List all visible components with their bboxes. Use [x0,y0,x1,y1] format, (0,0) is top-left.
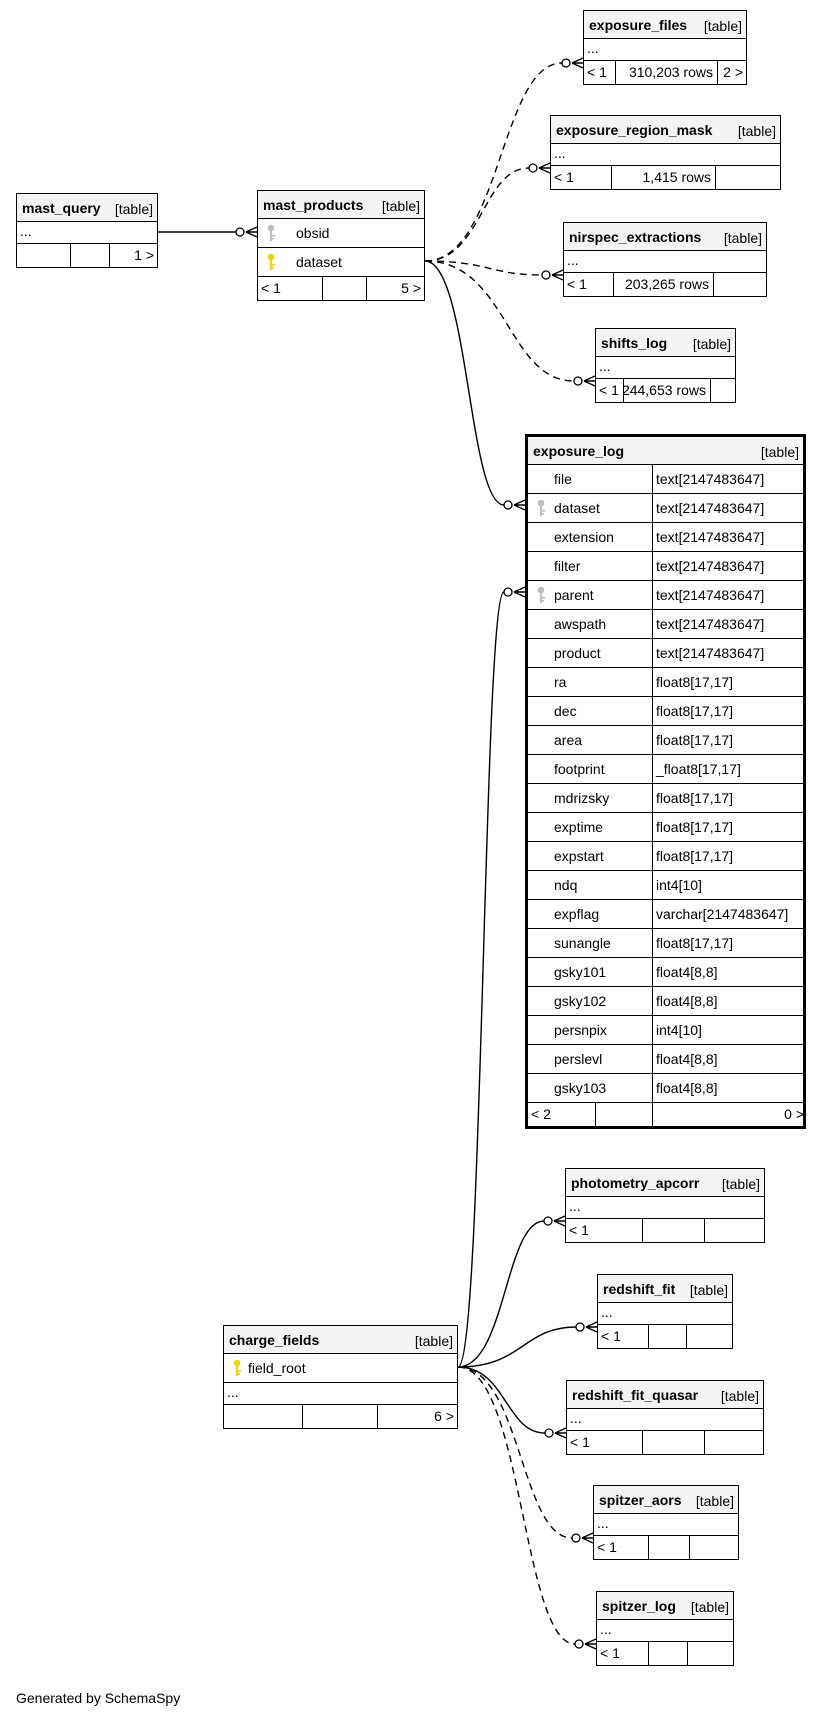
table-mast-products[interactable] [257,190,425,301]
footer-cell-parents-count [528,1103,595,1126]
table-type: [table] [689,1282,728,1298]
footer-cell-children-count [652,1103,809,1126]
table-name[interactable]: exposure_files [589,17,688,33]
column-row-dataset[interactable] [258,248,424,277]
crowsfoot-marker-exposure-region-mask [529,163,550,173]
table-exposure-files[interactable] [583,10,747,85]
column-name: field_root [248,1360,306,1376]
column-divider [652,1016,653,1044]
children-count-text[interactable]: 1 > [134,247,154,263]
column-name: ndq [554,877,578,893]
table-name[interactable]: redshift_fit [603,1281,676,1297]
footer-cell-parents-count [258,277,322,300]
column-type: float4[8,8] [656,993,718,1009]
column-row-dec[interactable] [528,697,803,726]
column-name: extension [554,529,614,545]
relationship-line-mast-products-to-exposure-log [425,261,504,505]
relationship-line-mast-products-to-shifts-log [425,261,574,381]
table-redshift-fit[interactable] [597,1274,733,1349]
footer-cell-row-count [302,1405,377,1428]
column-divider [652,755,653,783]
column-row-field_root[interactable] [224,1354,457,1383]
ellipsis-text: ... [597,1515,609,1531]
table-header[interactable] [551,116,780,144]
column-name: footprint [554,761,605,777]
column-type: float4[8,8] [656,1080,718,1096]
more-columns-ellipsis[interactable] [551,144,780,166]
footer-cell-parents-count [551,166,611,189]
column-divider [652,900,653,928]
column-name: area [554,732,583,748]
column-type: text[2147483647] [656,471,765,487]
table-name[interactable]: exposure_region_mask [556,122,713,138]
table-charge-fields[interactable] [223,1325,458,1429]
column-name: ra [554,674,567,690]
column-row-area[interactable] [528,726,803,755]
column-name: expstart [554,848,604,864]
table-header[interactable] [564,223,766,251]
footer-cell-parents-count [17,244,70,267]
table-name[interactable]: spitzer_log [602,1598,676,1614]
parents-count-text[interactable]: < 1 [569,1222,589,1238]
crowsfoot-marker-mast-products [236,227,257,237]
parents-count-text[interactable]: < 1 [599,382,619,398]
footer-cell-children-count [704,1219,766,1242]
table-footer [528,1103,803,1126]
crowsfoot-marker-exposure-files [562,58,583,68]
more-columns-ellipsis[interactable] [584,39,746,61]
column-type: float8[17,17] [656,732,734,748]
column-row-exptime[interactable] [528,813,803,842]
column-name: gsky102 [554,993,607,1009]
footer-cell-parents-count [567,1431,642,1454]
footer-cell-children-count [717,61,748,84]
table-photometry-apcorr[interactable] [565,1168,765,1243]
footer-cell-row-count [648,1642,687,1665]
column-name: perslevl [554,1051,603,1067]
column-divider [652,668,653,696]
column-type: varchar[2147483647] [656,906,789,922]
table-name[interactable]: spitzer_aors [599,1492,682,1508]
children-count-text[interactable]: 6 > [434,1408,454,1424]
more-columns-ellipsis[interactable] [566,1197,764,1219]
crowsfoot-marker-redshift-fit [576,1322,597,1332]
column-name: dataset [554,500,600,516]
column-type: text[2147483647] [656,645,765,661]
column-type: int4[10] [656,1022,702,1038]
column-divider [652,610,653,638]
column-divider [652,929,653,957]
footer-cell-parents-count [598,1325,648,1348]
footer-cell-children-count [713,273,768,296]
column-type: text[2147483647] [656,500,765,516]
table-type: [table] [381,198,420,214]
primary-key-icon [266,253,276,274]
column-type: text[2147483647] [656,587,765,603]
column-type: float8[17,17] [656,848,734,864]
table-footer [551,166,780,189]
table-footer [564,273,766,296]
generated-by-note: Generated by SchemaSpy [16,1690,181,1706]
column-row-perslevl[interactable] [528,1045,803,1074]
table-footer [596,379,735,402]
relationship-line-charge-fields-to-redshift-fit [458,1327,576,1367]
footer-cell-parents-count [224,1405,302,1428]
more-columns-ellipsis[interactable] [17,222,157,244]
table-type: [table] [721,1176,760,1192]
column-divider [652,987,653,1015]
column-divider [652,581,653,609]
crowsfoot-marker-shifts-log [574,376,595,386]
column-row-gsky103[interactable] [528,1074,803,1103]
parents-count-text[interactable]: < 2 [531,1106,551,1122]
footer-cell-children-count [109,244,159,267]
foreign-key-icon [536,499,546,520]
footer-cell-row-count [595,1103,652,1126]
column-row-ndq[interactable] [528,871,803,900]
column-row-product[interactable] [528,639,803,668]
table-type: [table] [723,230,762,246]
table-header[interactable] [258,191,424,219]
table-header[interactable] [566,1169,764,1197]
footer-cell-children-count [366,277,426,300]
footer-cell-parents-count [596,379,623,402]
footer-cell-children-count [710,379,737,402]
column-row-obsid[interactable] [258,219,424,248]
footer-cell-row-count [611,166,715,189]
column-divider [652,494,653,522]
table-name[interactable]: mast_products [263,197,364,213]
column-divider [652,639,653,667]
table-header[interactable] [567,1381,763,1409]
table-type: [table] [760,444,799,460]
table-footer [598,1325,732,1348]
column-name: gsky103 [554,1080,607,1096]
column-divider [652,465,653,493]
crowsfoot-marker-spitzer-aors [572,1533,593,1543]
ellipsis-text: ... [587,40,599,56]
footer-cell-children-count [687,1642,735,1665]
column-type: text[2147483647] [656,616,765,632]
ellipsis-text: ... [227,1384,239,1400]
table-mast-query[interactable] [16,193,158,268]
table-footer [258,277,424,300]
table-name[interactable]: exposure_log [533,443,625,459]
column-row-expflag[interactable] [528,900,803,929]
ellipsis-text: ... [600,1621,612,1637]
table-type: [table] [414,1333,453,1349]
column-type: float8[17,17] [656,703,734,719]
table-header[interactable] [594,1486,738,1514]
table-type: [table] [720,1388,759,1404]
row-count-text: 310,203 rows [628,64,713,80]
children-count-text[interactable]: 5 > [401,280,421,296]
footer-cell-row-count [648,1536,689,1559]
footer-cell-children-count [715,166,782,189]
column-divider [652,726,653,754]
column-row-expstart[interactable] [528,842,803,871]
column-divider [652,697,653,725]
parents-count-text[interactable]: < 1 [570,1434,590,1450]
column-divider [652,552,653,580]
column-type: float8[17,17] [656,674,734,690]
column-row-ra[interactable] [528,668,803,697]
children-count-text[interactable]: 2 > [723,64,743,80]
table-header[interactable] [598,1275,732,1303]
table-type: [table] [692,336,731,352]
crowsfoot-marker-redshift-fit-quasar [545,1428,566,1438]
footer-cell-children-count [689,1536,740,1559]
crowsfoot-marker-spitzer-log [575,1639,596,1649]
column-name: awspath [554,616,607,632]
ellipsis-text: ... [599,358,611,374]
row-count-text: 203,265 rows [624,276,709,292]
foreign-key-icon [266,224,276,245]
column-name: mdrizsky [554,790,610,806]
parents-count-text[interactable]: < 1 [601,1328,621,1344]
more-columns-ellipsis[interactable] [564,251,766,273]
column-divider [652,958,653,986]
table-name[interactable]: charge_fields [229,1332,320,1348]
column-divider [652,842,653,870]
footer-cell-parents-count [564,273,613,296]
table-header[interactable] [17,194,157,222]
table-spitzer-log[interactable] [596,1591,734,1666]
more-columns-ellipsis[interactable] [598,1303,732,1325]
table-footer [594,1536,738,1559]
more-columns-ellipsis[interactable] [594,1514,738,1536]
footer-cell-row-count [613,273,713,296]
column-type: text[2147483647] [656,529,765,545]
parents-count-text[interactable]: < 1 [567,276,587,292]
footer-cell-row-count [642,1219,704,1242]
footer-cell-parents-count [584,61,615,84]
column-name: file [554,471,572,487]
ellipsis-text: ... [569,1198,581,1214]
more-columns-ellipsis[interactable] [224,1383,457,1405]
relationship-line-charge-fields-to-exposure-log [458,592,504,1367]
table-footer [597,1642,733,1665]
table-footer [17,244,157,267]
table-name[interactable]: redshift_fit_quasar [572,1387,699,1403]
table-name[interactable]: photometry_apcorr [571,1175,700,1191]
footer-cell-parents-count [566,1219,642,1242]
column-row-parent[interactable] [528,581,803,610]
table-header[interactable] [597,1592,733,1620]
more-columns-ellipsis[interactable] [597,1620,733,1642]
footer-cell-row-count [642,1431,704,1454]
column-name: parent [554,587,594,603]
table-nirspec-extractions[interactable] [563,222,767,297]
column-name: obsid [296,225,330,241]
column-row-file[interactable] [528,465,803,494]
footer-cell-row-count [322,277,366,300]
footer-cell-row-count [70,244,109,267]
table-exposure-log[interactable] [525,434,806,1129]
table-type: [table] [695,1493,734,1509]
table-name[interactable]: shifts_log [601,335,668,351]
ellipsis-text: ... [20,223,32,239]
column-name: filter [554,558,581,574]
column-row-gsky101[interactable] [528,958,803,987]
footer-cell-row-count [648,1325,686,1348]
table-footer [584,61,746,84]
column-name: expflag [554,906,600,922]
column-name: sunangle [554,935,611,951]
footer-cell-children-count [686,1325,734,1348]
table-type: [table] [690,1599,729,1615]
row-count-text: 1,415 rows [642,169,711,185]
relationship-line-mast-products-to-exposure-region-mask [425,168,529,261]
table-footer [567,1431,763,1454]
column-name: gsky101 [554,964,607,980]
column-row-mdrizsky[interactable] [528,784,803,813]
column-divider [652,784,653,812]
column-type: text[2147483647] [656,558,765,574]
table-header[interactable] [528,437,803,465]
crowsfoot-marker-exposure-log [504,500,525,510]
more-columns-ellipsis[interactable] [596,357,735,379]
parents-count-text[interactable]: < 1 [600,1645,620,1661]
footer-cell-children-count [377,1405,459,1428]
ellipsis-text: ... [567,252,579,268]
table-shifts-log[interactable] [595,328,736,403]
primary-key-icon [232,1359,242,1380]
column-row-persnpix[interactable] [528,1016,803,1045]
children-count-text[interactable]: 0 > [784,1106,804,1122]
footer-cell-row-count [615,61,717,84]
parents-count-text[interactable]: < 1 [587,64,607,80]
column-row-sunangle[interactable] [528,929,803,958]
column-name: exptime [554,819,604,835]
column-type: _float8[17,17] [656,761,741,777]
column-row-filter[interactable] [528,552,803,581]
crowsfoot-marker-exposure-log [504,587,525,597]
column-row-awspath[interactable] [528,610,803,639]
more-columns-ellipsis[interactable] [567,1409,763,1431]
column-row-footprint[interactable] [528,755,803,784]
relationship-line-charge-fields-to-spitzer-aors [458,1367,572,1538]
table-type: [table] [703,18,742,34]
table-header[interactable] [224,1326,457,1354]
column-type: float8[17,17] [656,790,734,806]
parents-count-text[interactable]: < 1 [554,169,574,185]
column-type: float8[17,17] [656,935,734,951]
crowsfoot-marker-photometry-apcorr [544,1216,565,1226]
row-count-text: 244,653 rows [621,382,706,398]
column-row-extension[interactable] [528,523,803,552]
table-type: [table] [114,201,153,217]
footer-cell-parents-count [597,1642,648,1665]
table-name[interactable]: nirspec_extractions [569,229,702,245]
table-exposure-region-mask[interactable] [550,115,781,190]
table-redshift-fit-quasar[interactable] [566,1380,764,1455]
crowsfoot-marker-nirspec-extractions [542,270,563,280]
column-type: int4[10] [656,877,702,893]
column-type: float4[8,8] [656,964,718,980]
table-spitzer-aors[interactable] [593,1485,739,1560]
column-divider [652,1074,653,1102]
column-divider [652,1045,653,1073]
table-type: [table] [737,123,776,139]
relationship-line-charge-fields-to-photometry-apcorr [458,1221,544,1367]
table-header[interactable] [596,329,735,357]
column-name: persnpix [554,1022,607,1038]
table-footer [224,1405,457,1428]
parents-count-text[interactable]: < 1 [597,1539,617,1555]
footer-cell-parents-count [594,1536,648,1559]
table-footer [566,1219,764,1242]
relationship-line-charge-fields-to-spitzer-log [458,1367,575,1644]
column-divider [652,871,653,899]
column-row-gsky102[interactable] [528,987,803,1016]
column-name: dataset [296,254,342,270]
column-divider [652,813,653,841]
column-row-dataset[interactable] [528,494,803,523]
footer-cell-children-count [704,1431,765,1454]
ellipsis-text: ... [554,145,566,161]
column-type: float4[8,8] [656,1051,718,1067]
column-divider [652,523,653,551]
table-name[interactable]: mast_query [22,200,101,216]
column-name: dec [554,703,577,719]
parents-count-text[interactable]: < 1 [261,280,281,296]
foreign-key-icon [536,586,546,607]
ellipsis-text: ... [601,1304,613,1320]
ellipsis-text: ... [570,1410,582,1426]
relationship-line-mast-products-to-exposure-files [425,63,562,261]
table-header[interactable] [584,11,746,39]
footer-cell-row-count [623,379,710,402]
relationship-line-charge-fields-to-redshift-fit-quasar [458,1367,545,1433]
column-type: float8[17,17] [656,819,734,835]
column-name: product [554,645,601,661]
